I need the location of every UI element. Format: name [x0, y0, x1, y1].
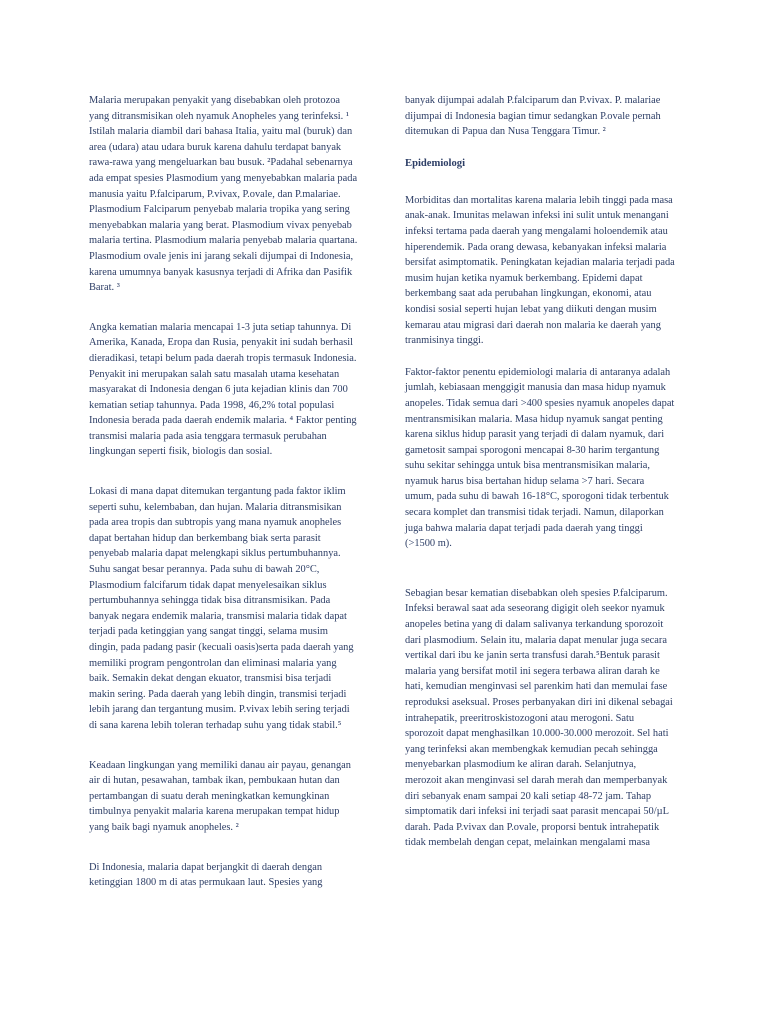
section-heading-epidemiologi: Epidemiologi [405, 157, 466, 169]
paragraph-indonesia: Di Indonesia, malaria dapat berjangkit di daerah dengan ketinggian 1800 m di atas permukaan laut. Spesies yang [89, 861, 323, 889]
paragraph-mortality: Angka kematian malaria mencapai 1-3 juta setiap tahunnya. Di Amerika, Kanada, Eropa dan Rusia, penyakit ini sudah berhasil dieradikasi, tetapi belum pada daerah tropis termasuk Indonesia. Penyakit ini merupakan salah satu masalah utama kesehatan masyarakat di Indonesia dengan 6 juta kejadian klinis dan 700 kematian setiap tahunnya. Pada 1998, 46,2% total populasi Indonesia berada pada daerah endemik malaria. ⁴ Faktor penting transmisi malaria pada asia tenggara termasuk perubahan lingkungan seperti fisik, biologis dan sosial. [89, 321, 357, 458]
paragraph-location-factors: Lokasi di mana dapat ditemukan tergantung pada faktor iklim seperti suhu, kelembaban, dan hujan. Malaria ditransmisikan pada area tropis dan subtropis yang mana nyamuk anopheles dapat bertahan hidup dan berkembang biak serta parasit penyebab malaria dapat melengkapi siklus pertumbuhannya. Suhu sangat besar perannya. Pada suhu di bawah 20°C, Plasmodium falcifarum tidak dapat menyelesaikan siklus pertumbuhannya sehingga tidak bisa ditransmisikan. Pada banyak negara endemik malaria, transmisi malaria tidak dapat terjadi pada ketinggian yang sangat tinggi, selama musim dingin, pada padang pasir (kecuali oasis)serta pada daerah yang memiliki program pengontrolan dan eliminasi malaria yang baik. Semakin dekat dengan ekuator, transmisi bisa terjadi makin sering. Pada daerah yang lebih dingin, transmisi terjadi lebih jarang dan tergantung musim. P.vivax lebih sering terjadi di sana karena lebih toleran terhadap suhu yang tidak stabil.⁵ [89, 486, 354, 731]
paragraph-pathogenesis: Sebagian besar kematian disebabkan oleh spesies P.falciparum. Infeksi berawal saat ada seseorang digigit oleh seekor nyamuk anopeles betina yang di dalam salivanya terkandung sporozoit dari plasmodium. Selain itu, malaria dapat menular juga secara vertikal dari ibu ke janin serta transfusi darah.⁵Bentuk parasit malaria yang bersifat motil ini segera terbawa aliran darah ke hati, kemudian menginvasi sel parenkim hati dan memulai fase reproduksi aseksual. Proses perbanyakan diri ini dikenal sebagai intrahepatik, preeritroskistozogoni atau merogoni. Satu sporozoit dapat menghasilkan 10.000-30.000 merozoit. Sel hati yang terinfeksi akan membengkak kemudian pecah sehingga menyebarkan plasmodium ke aliran darah. Selanjutnya, merozoit akan menginvasi sel darah merah dan memperbanyak diri sebanyak enam sampai 20 kali setiap 48-72 jam. Tahap simptomatik dari infeksi ini terjadi saat parasit mencapai 50/µL darah. Pada P.vivax dan P.ovale, proporsi bentuk intrahepatik tidak membelah dengan cepat, melainkan mengalami masa [405, 587, 673, 849]
paragraph-species-distribution: banyak dijumpai adalah P.falciparum dan P.vivax. P. malariae dijumpai di Indonesia bagian timur sedangkan P.ovale pernah ditemukan di Papua dan Nusa Tenggara Timur. ² [405, 95, 661, 138]
right-column [405, 93, 675, 851]
left-column [89, 93, 359, 891]
paragraph-malaria-intro: Malaria merupakan penyakit yang disebabkan oleh protozoa yang ditransmisikan oleh nyamuk Anopheles yang terinfeksi. ¹ Istilah malaria diambil dari bahasa Italia, yaitu mal (buruk) dan area (udara) atau udara buruk karena dahulu terdapat banyak rawa-rawa yang mengeluarkan bau busuk. ²Padahal sebenarnya ada empat spesies Plasmodium yang menyebabkan malaria pada manusia yaitu P.falciparum, P.vivax, P.ovale, dan P.malariae. Plasmodium Falciparum penyebab malaria tropika yang sering menyebabkan malaria yang berat. Plasmodium vivax penyebab malaria tertina. Plasmodium malaria penyebab malaria quartana. Plasmodium ovale jenis ini jarang sekali dijumpai di Indonesia, karena umumnya banyak kasusnya terjadi di Afrika dan Pasifik Barat. ³ [89, 95, 358, 294]
paragraph-epidemiology-factors: Faktor-faktor penentu epidemiologi malaria di antaranya adalah jumlah, kebiasaan menggigit manusia dan masa hidup nyamuk anopeles. Tidak semua dari >400 spesies nyamuk anopeles dapat mentransmisikan malaria. Masa hidup nyamuk sangat penting karena siklus hidup parasit yang terjadi di dalam nyamuk, dari gametosit sampai sporogoni mencapai 8-30 harim tergantung suhu sekitar sehingga untuk bisa mentransmisikan malaria, nyamuk harus bisa bertahan hidup selama >7 hari. Secara umum, pada suhu di bawah 16-18°C, sporogoni tidak terbentuk secara komplet dan transmisi tidak terjadi. Namun, dilaporkan juga bahwa malaria dapat terjadi pada daerah yang tinggi (>1500 m). [405, 366, 675, 550]
paragraph-environment: Keadaan lingkungan yang memiliki danau air payau, genangan air di hutan, pesawahan, tambak ikan, pembukaan hutan dan pertambangan di suatu derah meningkatkan kemungkinan timbulnya penyakit malaria karena merupakan tempat hidup yang baik bagi nyamuk anopheles. ² [89, 759, 351, 833]
paragraph-morbidity: Morbiditas dan mortalitas karena malaria lebih tinggi pada masa anak-anak. Imunitas melawan infeksi ini sulit untuk menangani infeksi tertama pada daerah yang mengalami holoendemik atau hiperendemik. Pada orang dewasa, kebanyakan infeksi malaria bersifat asimptomatik. Peningkatan kejadian malaria terjadi pada musim hujan ketika nyamuk berkembang. Epidemi dapat berkembang saat ada perubahan lingkungan, ekonomi, atau kondisi sosial seperti hujan lebat yang diikuti dengan musim kemarau atau migrasi dari daerah non malaria ke daerah yang tranmisinya tinggi. [405, 194, 675, 347]
